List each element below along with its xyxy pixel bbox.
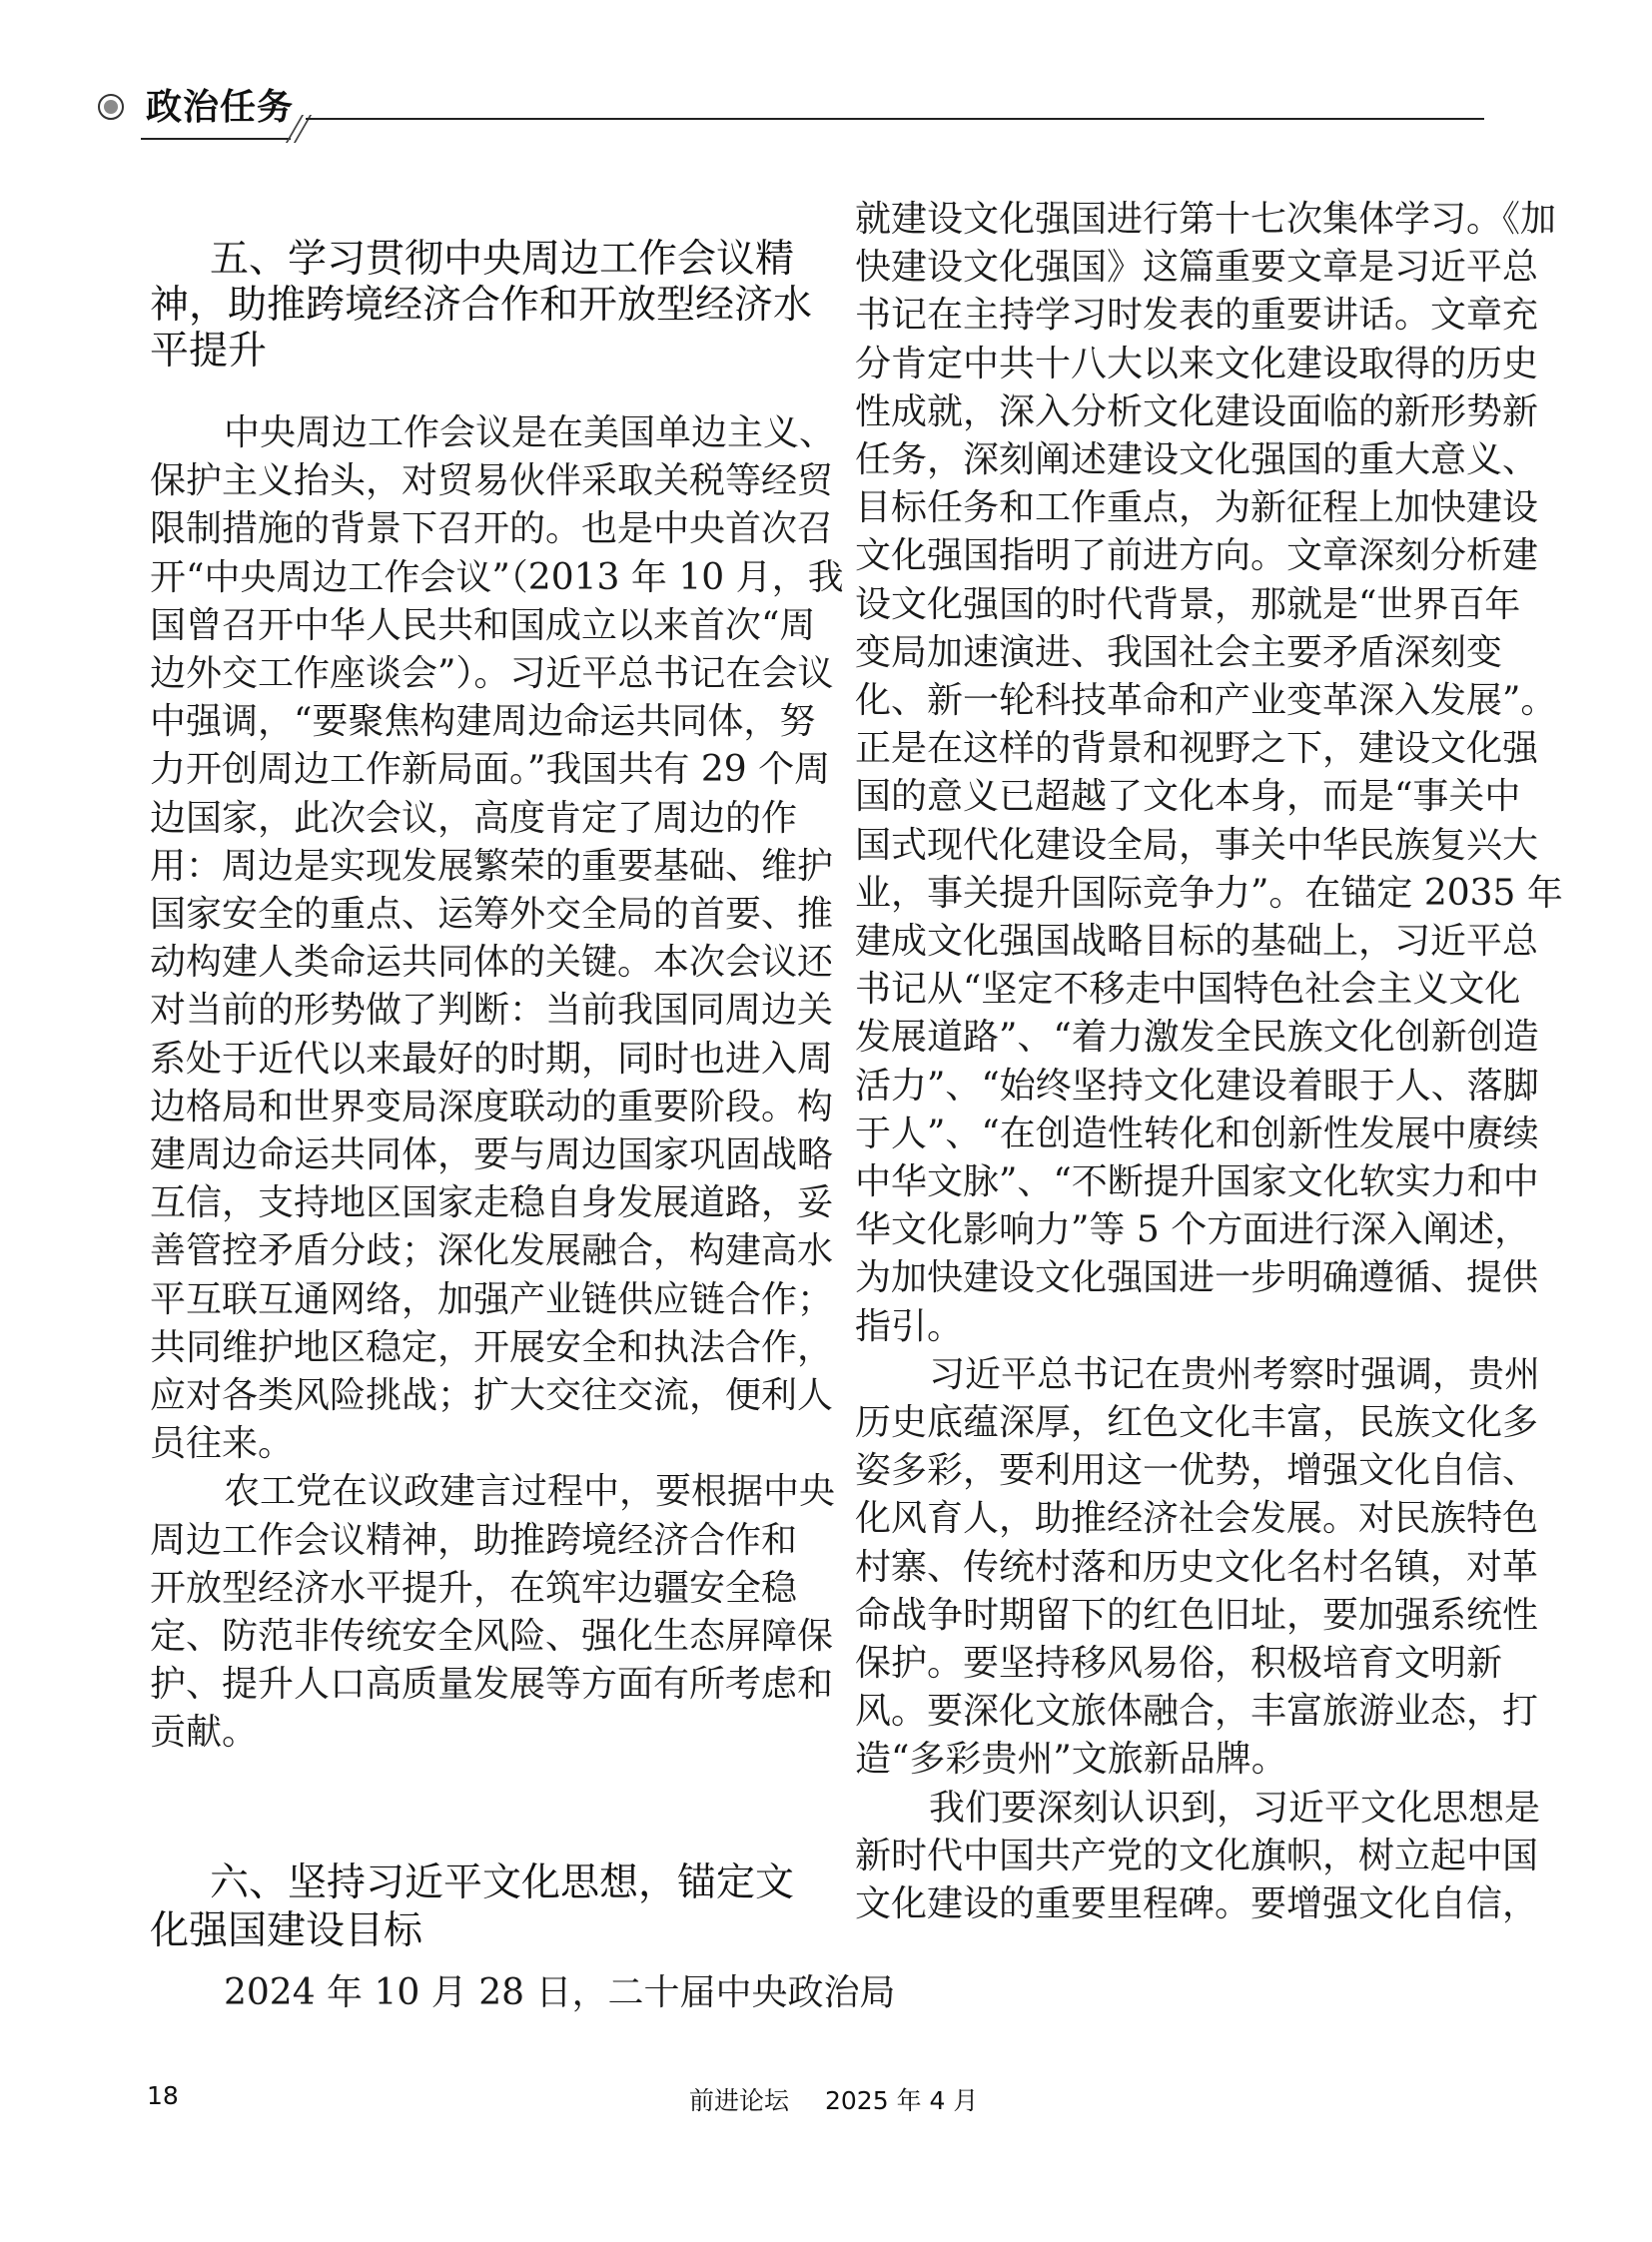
body-line: 分肯定中共十八大以来文化建设取得的历史 bbox=[855, 343, 1539, 384]
body-line: 任务，深刻阐述建设文化强国的重大意义、 bbox=[855, 439, 1539, 480]
body-line: 限制措施的背景下召开的。也是中央首次召 bbox=[150, 508, 834, 550]
body-line: 国的意义已超越了文化本身，而是“事关中 bbox=[855, 776, 1521, 818]
running-header bbox=[0, 0, 1652, 160]
body-line: 习近平总书记在贵州考察时强调，贵州 bbox=[929, 1353, 1541, 1395]
body-line: 国曾召开中华人民共和国成立以来首次“周 bbox=[150, 604, 816, 646]
body-line: 对当前的形势做了判断：当前我国同周边关 bbox=[150, 990, 834, 1032]
body-line: 书记从“坚定不移走中国特色社会主义文化 bbox=[855, 969, 1521, 1011]
body-line: 风。要深化文旅体融合，丰富旅游业态，打 bbox=[855, 1691, 1539, 1733]
journal-name: 前进论坛 bbox=[689, 2086, 790, 2115]
body-line: 互信，支持地区国家走稳自身发展道路，妥 bbox=[150, 1182, 834, 1224]
body-line: 变局加速演进、我国社会主要矛盾深刻变 bbox=[855, 631, 1503, 673]
body-line: 化风育人，助推经济社会发展。对民族特色 bbox=[855, 1498, 1539, 1540]
body-line: 目标任务和工作重点，为新征程上加快建设 bbox=[855, 487, 1539, 529]
body-line: 历史底蕴深厚，红色文化丰富，民族文化多 bbox=[855, 1402, 1539, 1443]
body-line: 化、新一轮科技革命和产业变革深入发展”。 bbox=[855, 680, 1557, 721]
body-line: 开“中央周边工作会议”（2013 年 10 月，我 bbox=[150, 556, 844, 598]
body-line: 用：周边是实现发展繁荣的重要基础、维护 bbox=[150, 845, 834, 887]
body-line: 华文化影响力”等 5 个方面进行深入阐述， bbox=[855, 1209, 1531, 1251]
page-number: 18 bbox=[147, 2081, 179, 2110]
body-line: 开放型经济水平提升，在筑牢边疆安全稳 bbox=[150, 1567, 798, 1609]
section-heading-5: 五、学习贯彻中央周边工作会议精 bbox=[210, 237, 795, 282]
body-line: 为加快建设文化强国进一步明确遵循、提供 bbox=[855, 1257, 1539, 1299]
body-line: 应对各类风险挑战；扩大交往交流，便利人 bbox=[150, 1375, 834, 1416]
body-line: 设文化强国的时代背景，那就是“世界百年 bbox=[855, 583, 1521, 625]
body-line: 边外交工作座谈会”）。习近平总书记在会议 bbox=[150, 653, 834, 694]
body-line: 定、防范非传统安全风险、强化生态屏障保 bbox=[150, 1616, 834, 1657]
body-line: 保护。要坚持移风易俗，积极培育文明新 bbox=[855, 1643, 1503, 1684]
body-line: 国式现代化建设全局，事关中华民族复兴大 bbox=[855, 824, 1539, 866]
body-line: 命战争时期留下的红色旧址，要加强系统性 bbox=[855, 1594, 1539, 1636]
body-line: 就建设文化强国进行第十七次集体学习。《加 bbox=[855, 199, 1557, 240]
body-line: 建成文化强国战略目标的基础上，习近平总 bbox=[855, 921, 1539, 962]
body-line: 快建设文化强国》这篇重要文章是习近平总 bbox=[855, 247, 1539, 289]
header-rule bbox=[306, 118, 1484, 120]
body-line: 指引。 bbox=[855, 1305, 964, 1347]
body-line: 平互联互通网络，加强产业链供应链合作； bbox=[150, 1278, 834, 1320]
body-line: 动构建人类命运共同体的关键。本次会议还 bbox=[150, 942, 834, 984]
body-line: 建周边命运共同体，要与周边国家巩固战略 bbox=[150, 1134, 834, 1175]
page-footer bbox=[0, 2081, 1652, 2121]
body-line: 造“多彩贵州”文旅新品牌。 bbox=[855, 1739, 1287, 1781]
body-line: 业，事关提升国际竞争力”。在锚定 2035 年 bbox=[855, 872, 1563, 914]
body-line: 正是在这样的背景和视野之下，建设文化强 bbox=[855, 728, 1539, 770]
target-circle-icon bbox=[98, 94, 124, 120]
body-line: 文化强国指明了前进方向。文章深刻分析建 bbox=[855, 535, 1539, 577]
body-line: 周边工作会议精神，助推跨境经济合作和 bbox=[150, 1519, 798, 1561]
body-line: 国家安全的重点、运筹外交全局的首要、推 bbox=[150, 894, 834, 935]
body-line: 发展道路”、“着力激发全民族文化创新创造 bbox=[855, 1017, 1539, 1059]
body-line: 员往来。 bbox=[150, 1423, 295, 1465]
body-line: 边国家，此次会议，高度肯定了周边的作 bbox=[150, 797, 798, 839]
header-underline bbox=[141, 138, 291, 140]
body-line: 农工党在议政建言过程中，要根据中央 bbox=[224, 1471, 836, 1513]
body-line: 中强调，“要聚焦构建周边命运共同体，努 bbox=[150, 701, 816, 743]
body-line: 保护主义抬头，对贸易伙伴采取关税等经贸 bbox=[150, 460, 834, 502]
body-line: 于人”、“在创造性转化和创新性发展中赓续 bbox=[855, 1113, 1539, 1154]
body-line: 善管控矛盾分歧；深化发展融合，构建高水 bbox=[150, 1230, 834, 1272]
body-line: 护、提升人口高质量发展等方面有所考虑和 bbox=[150, 1664, 834, 1706]
body-line: 共同维护地区稳定，开展安全和执法合作， bbox=[150, 1326, 834, 1368]
section-heading-5: 神，助推跨境经济合作和开放型经济水 bbox=[150, 283, 813, 328]
section-title: 政治任务 bbox=[146, 87, 295, 128]
body-line: 贡献。 bbox=[150, 1712, 259, 1754]
body-line: 姿多彩，要利用这一优势，增强文化自信、 bbox=[855, 1450, 1539, 1492]
body-line: 2024 年 10 月 28 日，二十届中央政治局 bbox=[224, 1972, 896, 2013]
body-line: 书记在主持学习时发表的重要讲话。文章充 bbox=[855, 295, 1539, 337]
body-line: 活力”、“始终坚持文化建设着眼于人、落脚 bbox=[855, 1065, 1539, 1107]
body-line: 中华文脉”、“不断提升国家文化软实力和中 bbox=[855, 1161, 1539, 1202]
body-line: 中央周边工作会议是在美国单边主义、 bbox=[224, 412, 836, 453]
body-line: 系处于近代以来最好的时期，同时也进入周 bbox=[150, 1038, 834, 1080]
body-line: 力开创周边工作新局面。”我国共有 29 个周 bbox=[150, 749, 831, 791]
section-heading-5: 平提升 bbox=[150, 329, 268, 374]
body-line: 新时代中国共产党的文化旗帜，树立起中国 bbox=[855, 1835, 1539, 1876]
body-line: 性成就，深入分析文化建设面临的新形势新 bbox=[855, 390, 1539, 432]
body-line: 文化建设的重要里程碑。要增强文化自信， bbox=[855, 1883, 1539, 1924]
issue-date: 2025 年 4 月 bbox=[825, 2086, 979, 2115]
section-heading-6: 化强国建设目标 bbox=[150, 1908, 423, 1953]
section-heading-6: 六、坚持习近平文化思想，锚定文 bbox=[210, 1861, 795, 1905]
body-line: 村寨、传统村落和历史文化名村名镇，对革 bbox=[855, 1546, 1539, 1588]
body-line: 边格局和世界变局深度联动的重要阶段。构 bbox=[150, 1086, 834, 1127]
body-line: 我们要深刻认识到，习近平文化思想是 bbox=[929, 1787, 1541, 1829]
